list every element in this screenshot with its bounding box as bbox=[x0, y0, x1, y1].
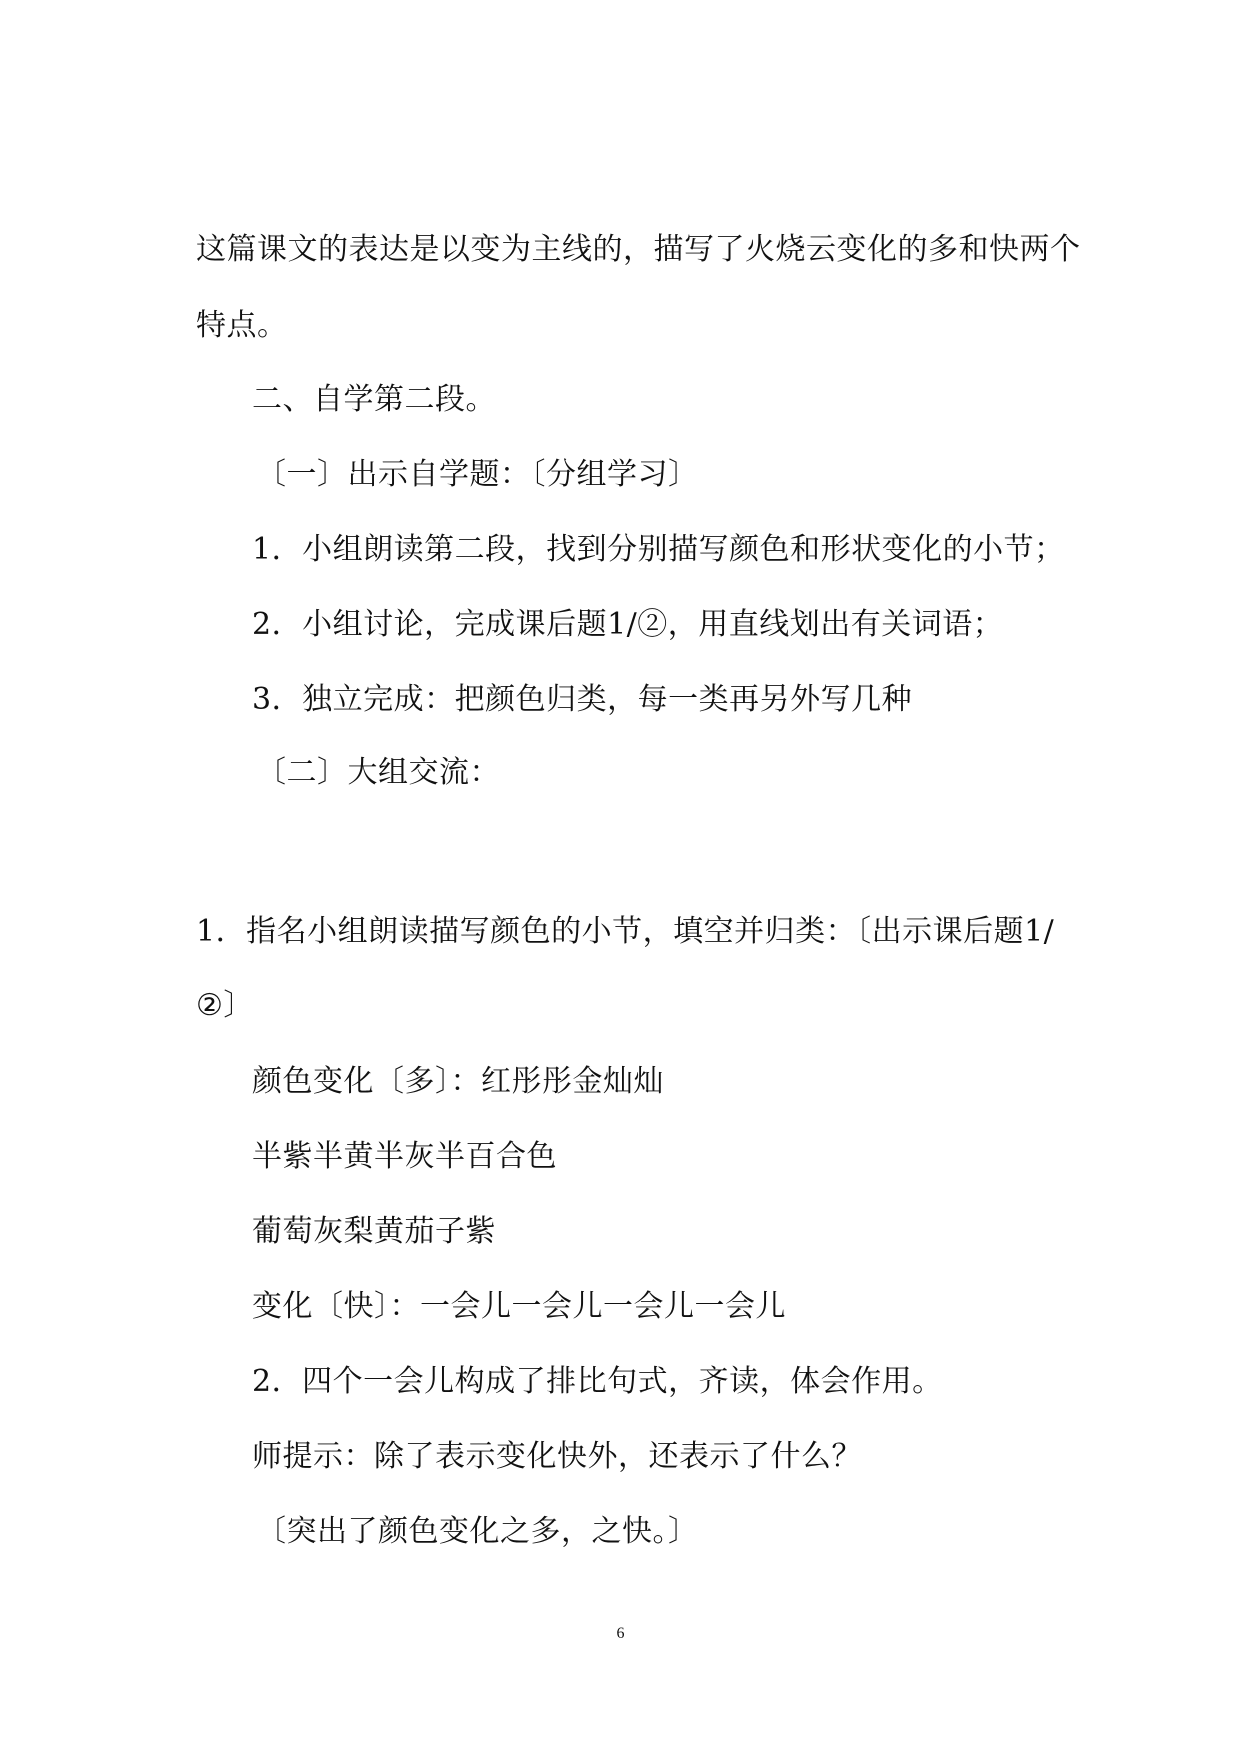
answer-note: 〔突出了颜色变化之多，之快。〕 bbox=[256, 1514, 699, 1549]
subsection-heading-1: 〔一〕出示自学题：〔分组学习〕 bbox=[256, 457, 699, 492]
task-item-3: 3．独立完成：把颜色归类，每一类再另外写几种 bbox=[252, 682, 913, 717]
color-change-fast: 变化〔快〕：一会儿一会儿一会儿一会儿 bbox=[252, 1289, 786, 1324]
page-number: 6 bbox=[616, 1625, 625, 1642]
task-item-2: 2．小组讨论，完成课后题1/②，用直线划出有关词语； bbox=[252, 607, 1004, 642]
color-list-fruits: 葡萄灰梨黄茄子紫 bbox=[252, 1214, 496, 1249]
paragraph-line-1: 这篇课文的表达是以变为主线的，描写了火烧云变化的多和快两个 bbox=[196, 232, 1081, 267]
color-list-half: 半紫半黄半灰半百合色 bbox=[252, 1139, 557, 1174]
paragraph-line-2: 特点。 bbox=[196, 308, 288, 343]
exchange-item-1-line-2: ②〕 bbox=[196, 988, 254, 1023]
exchange-item-1-line-1: 1．指名小组朗读描写颜色的小节，填空并归类：〔出示课后题1/ bbox=[196, 914, 1055, 949]
teacher-hint: 师提示：除了表示变化快外，还表示了什么？ bbox=[252, 1439, 862, 1474]
section-heading-2: 二、自学第二段。 bbox=[252, 382, 496, 417]
exchange-item-2: 2．四个一会儿构成了排比句式，齐读，体会作用。 bbox=[252, 1364, 943, 1399]
color-change-many: 颜色变化〔多〕：红彤彤金灿灿 bbox=[252, 1064, 664, 1099]
subsection-heading-2: 〔二〕大组交流： bbox=[256, 755, 500, 790]
task-item-1: 1．小组朗读第二段，找到分别描写颜色和形状变化的小节； bbox=[252, 532, 1065, 567]
